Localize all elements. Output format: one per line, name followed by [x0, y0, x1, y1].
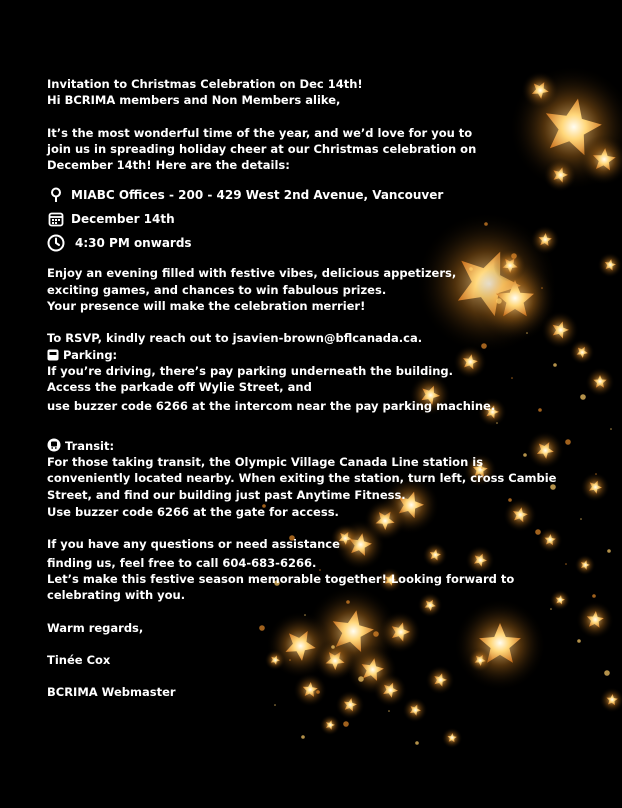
intro-line: It’s the most wonderful time of the year, and we’d love for you to: [47, 125, 473, 140]
sparkle-dot: [415, 741, 419, 745]
date-text: December 14th: [71, 212, 175, 227]
closing-line: finding us, feel free to call 604-683-6266.: [47, 555, 317, 570]
sparkle-dot: [301, 735, 305, 739]
date-detail: [47, 207, 587, 231]
signer-role: BCRIMA Webmaster: [47, 685, 176, 700]
time-detail: [47, 231, 587, 255]
invitation-title: Invitation to Christmas Celebration on Dec 14th!: [47, 77, 363, 91]
enjoy-line: Enjoy an evening filled with festive vibes, delicious appetizers,: [47, 266, 457, 281]
parking-heading: [47, 347, 587, 363]
transit-heading: [47, 438, 587, 454]
sparkle-dot: [343, 721, 349, 727]
closing-line: Let’s make this festive season memorable together! Looking forward to: [47, 571, 515, 586]
parking-line: Access the parkade off Wylie Street, and: [47, 380, 312, 395]
parking-line: use buzzer code 6266 at the intercom near the pay parking machine.: [47, 398, 496, 413]
transit-label: Transit:: [65, 438, 115, 453]
transit-line: For those taking transit, the Olympic Village Canada Line station is: [47, 455, 484, 470]
intro-line: December 14th! Here are the details:: [47, 158, 290, 173]
rsvp-line: To RSVP, kindly reach out to jsavien-brown@bflcanada.ca.: [47, 331, 423, 346]
location-detail: [47, 183, 587, 207]
sparkle-dot: [388, 710, 390, 712]
location-text: MIABC Offices - 200 - 429 West 2nd Avenue, Vancouver: [71, 188, 444, 203]
greeting: Hi BCRIMA members and Non Members alike,: [47, 93, 341, 108]
sparkle-dot: [610, 428, 612, 430]
sparkle-dot: [274, 704, 276, 706]
enjoy-line: Your presence will make the celebration merrier!: [47, 299, 366, 314]
map-pin-icon: [47, 186, 65, 204]
sparkle-dot: [595, 473, 597, 475]
time-text: 4:30 PM onwards: [75, 236, 192, 251]
intro-line: join us in spreading holiday cheer at our Christmas celebration on: [47, 141, 477, 156]
parking-line: If you’re driving, there’s pay parking underneath the building.: [47, 363, 454, 378]
transit-line: conveniently located nearby. When exiting the station, turn left, cross Cambie: [47, 471, 557, 486]
clock-icon: [47, 234, 65, 252]
transit-line: Use buzzer code 6266 at the gate for access.: [47, 505, 339, 520]
transit-line: Street, and find our building just past Anytime Fitness.: [47, 487, 406, 502]
signer-name: Tinée Cox: [47, 652, 111, 667]
sparkle-dot: [604, 670, 610, 676]
sparkle-dot: [592, 594, 596, 598]
parking-label: Parking:: [63, 347, 118, 362]
closing-line: If you have any questions or need assistance: [47, 537, 340, 552]
signoff: Warm regards,: [47, 620, 144, 635]
enjoy-line: exciting games, and chances to win fabulous prizes.: [47, 282, 387, 297]
invitation-body: [47, 76, 587, 700]
sparkle-dot: [607, 549, 611, 553]
parking-icon: [47, 349, 59, 361]
closing-line: celebrating with you.: [47, 588, 186, 603]
train-icon: [47, 438, 61, 452]
calendar-icon: [47, 210, 65, 228]
